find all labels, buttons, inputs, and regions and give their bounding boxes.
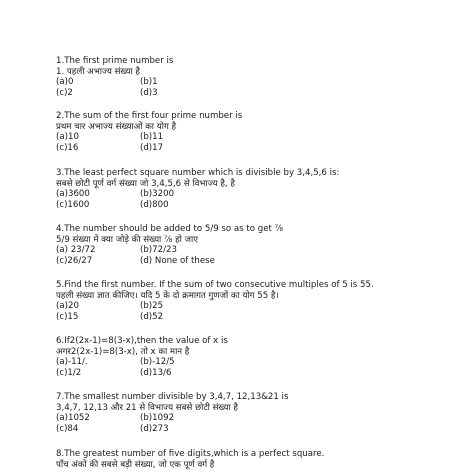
options-row	[56, 312, 466, 323]
option-a: (a) 23/72	[56, 245, 96, 256]
question-text-hi: पहली संख्या ज्ञात कीजिए। यदि 5 के दो क्रमागत गुणजों का योग 55 है।	[56, 290, 279, 301]
question-text-hi: 3,4,7, 12,13 और 21 से विभाज्य सबसे छोटी संख्या है	[56, 402, 238, 413]
question-text-hi: पाँच अंकों की सबसे बड़ी संख्या, जो एक पूर्ण वर्ग है	[56, 459, 215, 470]
question-text-en: 1.The first prime number is	[56, 56, 174, 66]
question-3	[56, 168, 466, 210]
option-b: (b)11	[140, 132, 164, 143]
question-2	[56, 111, 466, 153]
option-d: (d)17	[140, 142, 164, 153]
option-c: (c)84	[56, 423, 79, 434]
option-b: (b)3200	[140, 189, 175, 200]
options-row	[56, 301, 466, 312]
question-text-hi: अगर2(2x-1)=8(3-x), तो x का मान है	[56, 346, 190, 357]
option-c: (c)16	[56, 142, 79, 153]
question-text-en: 5.Find the first number. If the sum of two consecutive multiples of 5 is 55.	[56, 280, 374, 290]
option-c: (c)1/2	[56, 367, 82, 378]
option-c: (c)2	[56, 87, 73, 98]
question-text-hi: प्रथम चार अभाज्य संख्याओं का योग है	[56, 121, 177, 132]
option-d: (d)800	[140, 199, 169, 210]
option-a: (a)10	[56, 132, 79, 143]
question-1	[56, 56, 466, 98]
option-b: (b)72/23	[140, 245, 177, 256]
question-4	[56, 224, 466, 266]
option-b: (b)25	[140, 301, 164, 312]
options-row	[56, 424, 466, 435]
options-row	[56, 256, 466, 267]
question-text-hi: सबसे छोटी पूर्ण वर्ग संख्या जो 3,4,5,6 से विभाज्य है, है	[56, 178, 235, 189]
options-row	[56, 245, 466, 256]
question-text-hi: 1. पहली अभाज्य संख्या है	[56, 66, 140, 77]
option-b: (b)-12/5	[140, 357, 175, 368]
question-text-en: 8.The greatest number of five digits,which is a perfect square.	[56, 449, 325, 459]
options-row	[56, 143, 466, 154]
option-b: (b)1092	[140, 413, 175, 424]
question-text-hi: 5/9 संख्या में क्या जोड़े की संख्या ⅞ हो जाए	[56, 234, 198, 245]
option-a: (a)1052	[56, 413, 90, 424]
options-row	[56, 77, 466, 88]
option-b: (b)1	[140, 77, 158, 88]
option-a: (a)0	[56, 77, 74, 88]
option-d: (d)52	[140, 311, 164, 322]
options-row	[56, 132, 466, 143]
question-text-en: 3.The least perfect square number which is divisible by 3,4,5,6 is:	[56, 168, 340, 178]
question-text-en: 4.The number should be added to 5/9 so as to get ⅞	[56, 224, 283, 234]
question-text-en: 7.The smallest number divisible by 3,4,7, 12,13&21 is	[56, 392, 289, 402]
question-7	[56, 392, 466, 434]
options-row	[56, 413, 466, 424]
options-row	[56, 88, 466, 99]
options-row	[56, 200, 466, 211]
options-row	[56, 189, 466, 200]
option-a: (a)-11/.	[56, 357, 88, 368]
option-d: (d)273	[140, 423, 169, 434]
option-a: (a)3600	[56, 189, 90, 200]
option-d: (d)3	[140, 87, 158, 98]
option-c: (c)26/27	[56, 255, 93, 266]
option-c: (c)15	[56, 311, 79, 322]
question-8	[56, 449, 466, 470]
question-5	[56, 280, 466, 322]
option-a: (a)20	[56, 301, 79, 312]
option-d: (d)13/6	[140, 367, 172, 378]
options-row	[56, 368, 466, 379]
option-c: (c)1600	[56, 199, 90, 210]
options-row	[56, 357, 466, 368]
question-text-en: 2.The sum of the first four prime number is	[56, 111, 243, 121]
question-6	[56, 336, 466, 378]
question-text-en: 6.If2(2x-1)=8(3-x),then the value of x is	[56, 336, 228, 346]
option-d: (d) None of these	[140, 255, 215, 266]
